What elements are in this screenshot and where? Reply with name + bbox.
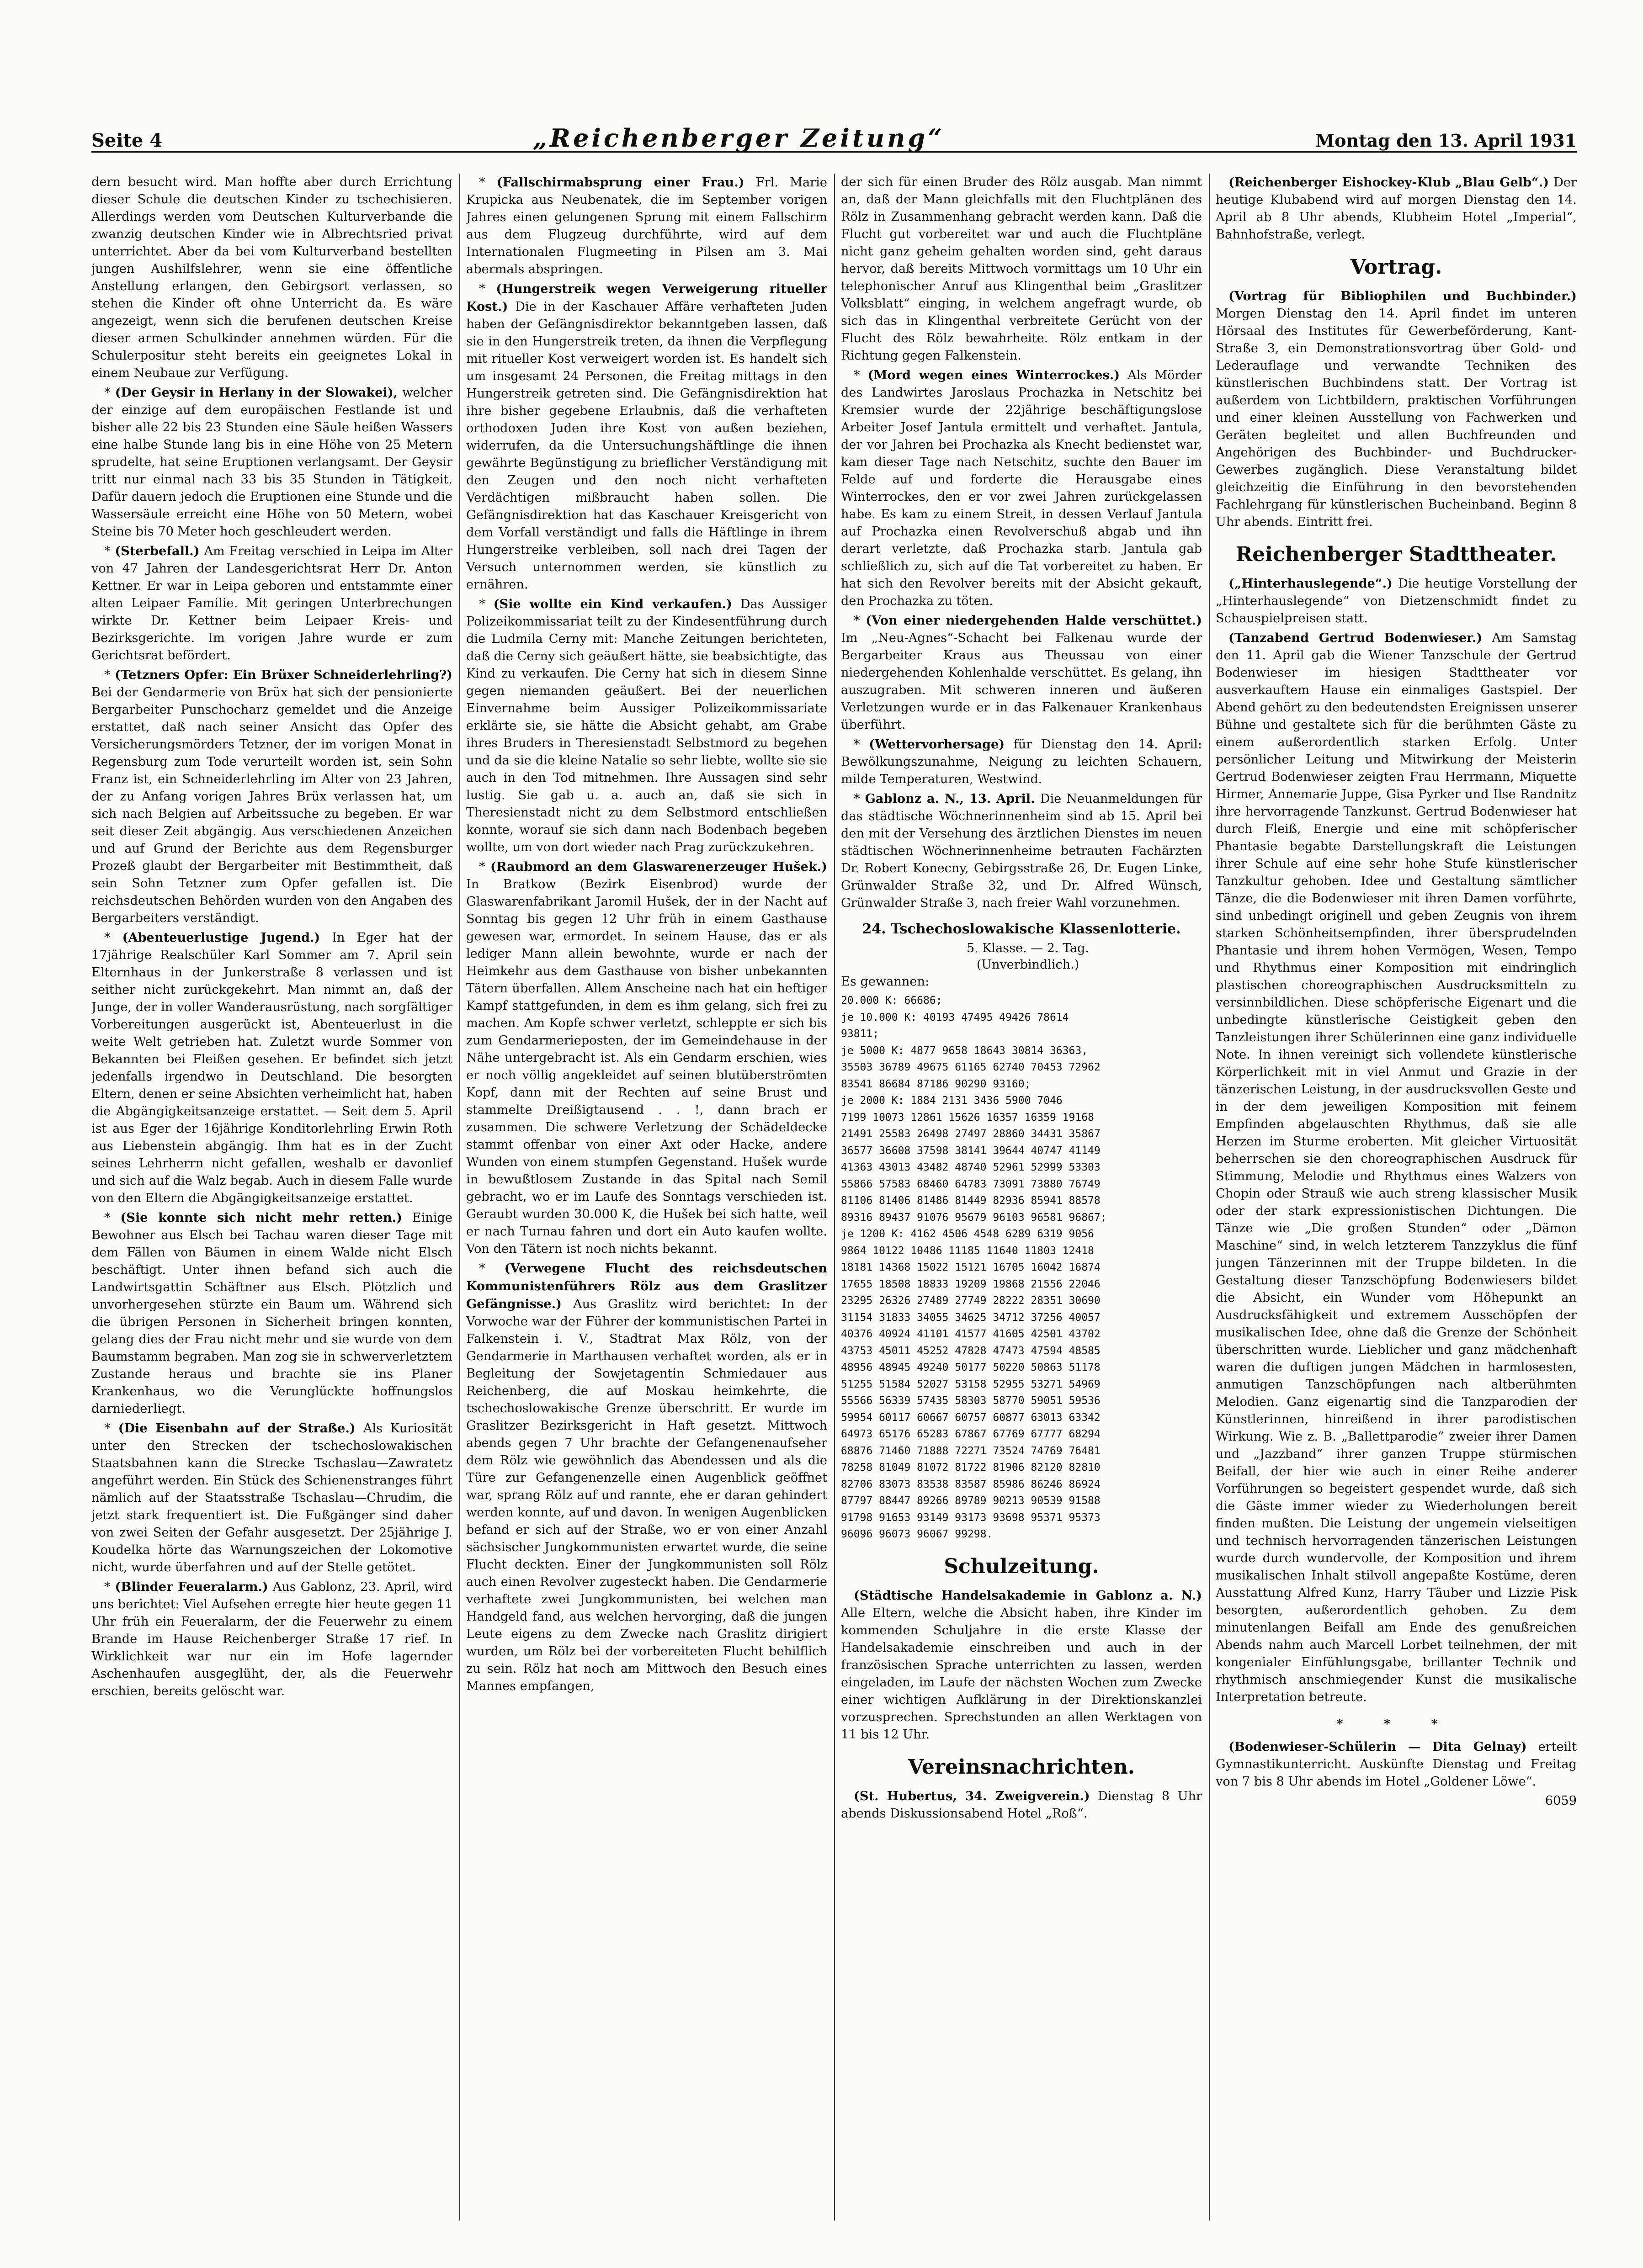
article-text: Der heutige Klubabend wird auf morgen Dienstag den 14. April ab 8 Uhr abends, Klubheim Hotel „Imperial“, Bahnhofstraße, verlegt.	[1216, 175, 1577, 242]
lottery-note: (Unverbindlich.)	[976, 958, 1079, 972]
article: * (Verwegene Flucht des reichsdeutschen Kommunistenführers Rölz aus dem Graslitzer Gefängnisse.) Aus Graslitz wird berichtet: In der Vorwoche war der Führer der kommunistischen Partei in Falkenstein i. V., Stadtrat Max Rölz, von der Gendarmerie in Marthausen verhaftet worden, als er in Begleitung der Sowjetagentin Schmiedauer aus Reichenberg, die auf Moskau heimkehrte, die tschechoslowakische Grenze überschritt. Er wurde im Graslitzer Bezirksgericht in Haft gesetzt. Mittwoch abends gegen 7 Uhr brachte der Gefangenenaufseher dem Rölz wie gewöhnlich das Abendessen und als die Türe zur Gefangenenzelle einen Augenblick geöffnet war, sprang Rölz auf und rannte, ehe er daran gehindert werden konnte, auf und davon. In wenigen Augenblicken befand er sich auf der Straße, wo er von einer Anzahl sächsischer Jungkommunisten erwartet wurde, die seine Flucht deckten. Einer der Jungkommunisten soll Rölz auch einen Revolver zugesteckt haben. Die Gendarmerie verhaftete zwei Jungkommunisten, bei welchen man Handgeld fand, aus welchen hervorging, daß die jungen Leute eigens zu dem Zwecke nach Graslitz dirigiert wurden, um Rölz bei der vorbereiteten Flucht behilflich zu sein. Rölz hat noch am Mittwoch den Besuch eines Mannes empfangen,	[466, 1261, 827, 1693]
article-headline: (Fallschirmabsprung einer Frau.)	[496, 175, 744, 190]
article-headline: (Die Eisenbahn auf der Straße.)	[118, 1421, 356, 1436]
article-headline: (Sie wollte ein Kind verkaufen.)	[493, 597, 732, 611]
newspaper-title: „Reichenberger Zeitung“	[533, 123, 945, 153]
article-headline: (Sterbefall.)	[115, 544, 200, 558]
article-text: Am Freitag verschied in Leipa im Alter von 47 Jahren der Landesgerichtsrat Herr Dr. Anton Kettner. Er war in Leipa geboren und entstammte einer alten Leipaer Familie. Mit geringen Unterbrechungen wirkte Dr. Kettner beim Leipaer Kreis- und Bezirksgerichte. Im vorigen Jahre wurde er zum Gerichtsrat befördert.	[91, 544, 452, 662]
article-headline: (Bodenwieser-Schülerin — Dita Gelnay)	[1228, 1739, 1527, 1754]
article: * (Der Geysir in Herlany in der Slowakei), welcher der einzige auf dem europäischen Festlande ist und bisher alle 22 bis 23 Stunden eine Säule heißen Wassers eine halbe Stunde lang bis in eine Höhe von 25 Metern sprudelte, hat seine Eruptionen verlangsamt. Der Geysir tritt nur einmal nach 33 bis 35 Stunden in Tätigkeit. Dafür dauern jedoch die Eruptionen eine Stunde und die Wassersäule erreicht eine Höhe von 50 Metern, wobei Steine bis 70 Meter hoch geschleudert werden.	[91, 385, 452, 539]
page-header	[91, 123, 1577, 153]
article-headline: (Abenteuerlustige Jugend.)	[122, 930, 320, 945]
article: * (Blinder Feueralarm.) Aus Gablonz, 23. April, wird uns berichtet: Viel Aufsehen erregte hier heute gegen 11 Uhr früh ein Feueralarm, der die Feuerwehr zu einem Brande im Hause Reichenberger Straße 17 rief. In Wirklichkeit war nur ein im Hofe lagernder Aschenhaufen ausgeglüht, der, als die Feuerwehr erschien, bereits gelöscht war.	[91, 1579, 452, 1698]
article: * (Hungerstreik wegen Verweigerung ritueller Kost.) Die in der Kaschauer Affäre verhafteten Juden haben der Gefängnisdirektor bekanntgeben lassen, daß sie in den Hungerstreik treten, da ihnen die Verpflegung mit ritueller Kost verweigert worden ist. Es handelt sich um insgesamt 24 Personen, die Freitag mittags in den Hungerstreik getreten sind. Die Gefängnisdirektion hat ihre bisher gegebene Erlaubnis, daß die verhafteten orthodoxen Juden ihre Kost von außen beziehen, widerrufen, da die Untersuchungshäftlinge die ihnen gewährte Begünstigung zu brieflicher Verständigung mit den Zeugen und den noch nicht verhafteten Verdächtigen mißbraucht haben sollen. Die Gefängnisdirektion hat das Kaschauer Kreisgericht von dem Vorfall verständigt und falls die Häftlinge in ihrem Hungerstreike verbleiben, soll nach drei Tagen der Versuch unternommen werden, sie künstlich zu ernähren.	[466, 281, 827, 592]
ad-number: 6059	[1545, 1794, 1577, 1808]
column-1	[91, 174, 452, 2230]
article: * (Von einer niedergehenden Halde verschüttet.) Im „Neu-Agnes“-Schacht bei Falkenau wurde der Bergarbeiter Kraus aus Theussau von einer niedergehenden Kohlenhalde verschüttet. Es gelang, ihn auszugraben. Mit schweren inneren und äußeren Verletzungen wurde er in das Falkenauer Krankenhaus überführt.	[841, 613, 1202, 732]
article-text: Am Samstag den 11. April gab die Wiener Tanzschule der Gertrud Bodenwieser im hiesigen Stadttheater vor ausverkauftem Hause ein einmaliges Gastspiel. Der Abend gehört zu den bedeutendsten Ereignissen unserer Bühne und gestaltete sich für die berühmten Gäste zu einem außerordentlich starken Erfolg. Unter persönlicher Leitung und Mitwirkung der Meisterin Gertrud Bodenwieser zeigten Frau Herrmann, Miquette Hirmer, Annemarie Juppe, Gisa Pyrker und Ilse Randnitz ihre hervorragende Tanzkunst. Gertrud Bodenwieser hat durch Fleiß, Energie und eine mit schöpferischer Phantasie begabte Darstellungskraft die Leistungen ihrer Schule auf eine sehr hohe Stufe künstlerischer Tanzkultur gehoben. Idee und Gestaltung sämtlicher Tänze, die die Bodenwieser mit ihren Damen vorführte, sind unbedingt originell und geben Zeugnis von ihrem starken Schönheitsempfinden, ihrer übersprudelnden Phantasie und ihrem hohen Vermögen, Wesen, Tempo und Rhythmus einer Komposition mit eindringlich plastischen choreographischen Ausdrucksmitteln zu versinnbildlichen. Diese schöpferische Eigenart und die unbedingte künstlerische Geistigkeit geben den Tanzleistungen ihrer Schülerinnen eine ganz individuelle Note. In ihnen vereinigt sich vollendete künstlerische Körperlichkeit mit in viel Anmut und Grazie in der tänzerischen Leistung, in der ausdrucksvollen Geste und in der dem jeweiligen Komposition mit feinem Empfinden abgelauschten Rhythmus, daß sie alle Herzen im Sturme eroberten. Mit gleicher Virtuosität beherrschen sie den choreographischen Ausdruck für Stimmung, Melodie und Rhythmus eines Walzers von Chopin oder Strauß wie auch streng klassischer Musik oder der stark expressionistischen Dichtungen. Die Tänze wie „Die großen Stunden“ oder „Dämon Maschine“ sind, in welch letzterem Tanzzyklus die fünf jungen Tänzerinnen mit der Truppe bildeten. In die Gestaltung dieser Tanzschöpfung Bodenwiesers bildet die Absicht, ein Wunder vom Höhepunkt an Ausdrucksfähigkeit und extremem Ausschöpfen der musikalischen Idee, ohne daß die Grenze der Schönheit überschritten wurde. Lieblicher und ganz mädchenhaft waren die duftigen jungen Mädchen in harmlosesten, anmutigen Tanzschöpfungen nach altberühmten Melodien. Ganz eigenartig sind die Tanzparodien der Künstlerinnen, hinreißend in ihrer parodistischen Wirkung. Wie z. B. „Ballettparodie“ zweier ihrer Damen und „Jazzband“ ihrer ganzen Truppe stürmischen Beifall, der hier wie auch in einer Reihe anderer Vorführungen so begeistert gespendet wurde, daß sich die Gäste immer wieder zu Wiederholungen bereit finden mußten. Die Leistung der ungemein vielseitigen und technisch hervorragenden tänzerischen Leistungen wurde durch wundervolle, der Komposition und ihrem musikalischen Inhalt stilvoll angepaßte Kostüme, deren Ausstattung Alfred Kunz, Harry Täuber und Lizzie Pisk besorgten, außerordentlich gehoben. Zu dem minutenlangen Beifall am Ende des genußreichen Abends nahm auch Marcell Lorbet teilnehmen, der mit kongenialer Einfühlungsgabe, brillanter Technik und rhythmisch anschmiegender Kunst die musikalische Interpretation betreute.	[1216, 631, 1577, 1704]
article-headline: (Verwegene Flucht des reichsdeutschen Kommunistenführers Rölz aus dem Graslitzer Gefängnisse.)	[466, 1261, 827, 1311]
article-text: Die heutige Vorstellung der „Hinterhauslegende“ von Dietzenschmidt findet zu Schauspielpreisen statt.	[1216, 577, 1577, 625]
column-3	[841, 174, 1202, 2230]
column-2	[466, 174, 827, 2230]
article: * (Sie konnte sich nicht mehr retten.) Einige Bewohner aus Elsch bei Tachau waren dieser Tage mit dem Fällen von Bäumen in einem Walde nicht Elsch beschäftigt. Unter ihnen befand sich auch die Landwirtsgattin Schäftner aus Elsch. Plötzlich und unvorhergesehen stürzte ein Baum um. Während sich die übrigen Personen in Sicherheit bringen konnten, gelang dies der Frau nicht mehr und sie wurde von dem Baumstamm begraben. Man zog sie in schwerverletztem Zustande heraus und brachte sie ins Planer Krankenhaus, wo die Verunglückte hoffnungslos darniederliegt.	[91, 1210, 452, 1416]
article: * (Fallschirmabsprung einer Frau.) Frl. Marie Krupicka aus Neubenatek, die im September vorigen Jahres einen gelungenen Sprung mit einem Fallschirm aus dem Flugzeug durchführte, wird auf dem Internationalen Flugmeeting in Pilsen am 3. Mai abermals abspringen.	[466, 175, 827, 276]
article-text: In Bratkow (Bezirk Eisenbrod) wurde der Glaswarenfabrikant Jaromil Hušek, der in der Nacht auf Sonntag bis gegen 12 Uhr früh in einem Gasthause gewesen war, ermordet. In seinem Hause, das er als lediger Mann allein bewohnte, wurde er nach der Heimkehr aus dem Gasthause von bisher unbekannten Tätern überfallen. Allem Anscheine nach hat ein heftiger Kampf stattgefunden, in dem es ihm gelang, sich frei zu machen. Am Kopfe schwer verletzt, schleppte er sich bis zum Gendarmerieposten, der im Gemeindehause in der Nähe untergebracht ist. Als ein Gendarm erschien, wies er noch völlig angekleidet auf seinen blutüberströmten Kopf, dann mit der Rechten auf seine Brust und stammelte Dreißigtausend . . !, dann brach er zusammen. Die schwere Verletzung der Schädeldecke stammt offenbar von einer Axt oder Hacke, andere Wunden von einem stumpfen Gegenstand. Hušek wurde in bewußtlosem Zustande in das Spital nach Semil gebracht, wo er im Laufe des Sonntags verschieden ist. Geraubt wurden 30.000 K, die Hušek bei sich hatte, weil er nach Turnau fahren und dort ein Auto kaufen wollte. Von den Tätern ist noch nichts bekannt.	[466, 877, 827, 1256]
lottery-intro: Es gewannen:	[841, 975, 930, 989]
section-heading: Reichenberger Stadttheater.	[1235, 543, 1557, 566]
lottery-heading: 24. Tschechoslowakische Klassenlotterie.	[862, 921, 1181, 937]
newspaper-page	[91, 123, 1577, 2234]
article-headline: (Städtische Handelsakademie in Gablonz a. N.)	[854, 1588, 1202, 1603]
article-text: Als Mörder des Landwirtes Jaroslaus Prochazka in Netschitz bei Kremsier wurde der 22jährige beschäftigungslose Arbeiter Josef Jantula ermittelt und verhaftet. Jantula, der vor Jahren bei Prochazka als Knecht bedienstet war, kam dieser Tage nach Netschitz, suchte den Bauer im Felde auf und forderte die Herausgabe eines Winterrockes, den er vor zwei Jahren zurückgelassen habe. Es kam zu einem Streit, in dessen Verlauf Jantula auf Prochazka einen Revolverschuß abgab und ihn derart verletzte, daß Prochazka starb. Jantula gab schließlich zu, sich auf die Tat vorbereitet zu haben. Er hat sich den Revolver bereits mit der Absicht gekauft, den Prochazka zu töten.	[841, 368, 1202, 608]
article-headline: („Hinterhauslegende“.)	[1228, 576, 1393, 591]
article-headline: (Sie konnte sich nicht mehr retten.)	[120, 1210, 402, 1225]
article-text: dern besucht wird. Man hoffte aber durch Errichtung dieser Schule die deutschen Kinder zu tschechisieren. Allerdings werden vom Deutschen Kulturverbande die zwanzig deutschen Kinder wie in Albrechtsried privat unterrichtet. Aber da bei vom Kulturverband bestellten jungen Aushilfslehrer, wenn sie eine öffentliche Anstellung erlangen, den Gebirgsort verlassen, so stehen die Kinder oft ohne Unterricht da. Es wäre angezeigt, wenn sich die berufenen deutschen Kreise dieser armen Schulkinder annehmen würden. Für die Schulerpositur steht bereits ein geeignetes Lokal in einem Neubaue zur Verfügung.	[91, 175, 452, 380]
article-text: Morgen Dienstag den 14. April findet im unteren Hörsaal des Institutes für Gewerbeförderung, Kant-Straße 3, ein Demonstrationsvortrag über Gold- und Lederauflage und verwandte Techniken des künstlerischen Buchbindens statt. Der Vortrag ist außerdem von Lichtbildern, praktischen Vorführungen und einer kleinen Ausstellung von Fachwerken und Geräten begleitet und allen Buchfreunden und Angehörigen des Buchbinder- und Buchdrucker-Gewerbes zugänglich. Diese Veranstaltung bildet gleichzeitig die Einführung in den bevorstehenden Fachlehrgang für künstlerischen Bucheinband. Beginn 8 Uhr abends. Eintritt frei.	[1216, 307, 1577, 529]
columns	[91, 174, 1577, 2230]
article: * (Wettervorhersage) für Dienstag den 14. April: Bewölkungszunahme, Neigung zu leichten Schauern, milde Temperaturen, Westwind.	[841, 737, 1202, 786]
article-headline: (Reichenberger Eishockey-Klub „Blau Gelb“.)	[1228, 175, 1549, 190]
article	[841, 1787, 1202, 1823]
article-text: Alle Eltern, welche die Absicht haben, ihre Kinder im kommenden Schuljahre in die erste Klasse der Handelsakademie einschreiben und auch in der französischen Sprache unterrichten zu lassen, werden eingeladen, im Laufe der nächsten Wochen zum Zwecke einer wichtigen Aufklärung in der Direktionskanzlei vorzusprechen. Sprechstunden an allen Werktagen von 11 bis 12 Uhr.	[841, 1606, 1202, 1742]
article-text: Die in der Kaschauer Affäre verhafteten Juden haben der Gefängnisdirektor bekanntgeben lassen, daß sie in den Hungerstreik treten, da ihnen die Verpflegung mit ritueller Kost verweigert worden ist. Es handelt sich um insgesamt 24 Personen, die Freitag mittags in den Hungerstreik getreten sind. Die Gefängnisdirektion hat ihre bisher gegebene Erlaubnis, daß die verhafteten orthodoxen Juden ihre Kost von außen beziehen, widerrufen, da die Untersuchungshäftlinge die ihnen gewährte Begünstigung zu brieflicher Verständigung mit den Zeugen und den noch nicht verhafteten Verdächtigen mißbraucht haben sollen. Die Gefängnisdirektion hat das Kaschauer Kreisgericht von dem Vorfall verständigt und falls die Häftlinge in ihrem Hungerstreike verbleiben, soll nach drei Tagen der Versuch unternommen werden, sie künstlich zu ernähren.	[466, 300, 827, 592]
lottery-subheading: 5. Klasse. — 2. Tag.	[967, 941, 1089, 955]
article-headline: (Wettervorhersage)	[869, 737, 1005, 752]
article	[1216, 629, 1577, 1706]
lottery-results-table: 20.000 K: 66686; je 10.000 K: 40193 47495 49426 78614 93811; je 5000 K: 4877 9658 18643 30814 36363, 35503 36789 49675 61165 62740 70453 72962 83541 86684 87186 90290 93160; je 2000 K: 1884 2131 3436 5900 7046 7199 10073 12861 15626 16357 16359 19168 21491 25583 26498 27497 28860 34431 35867 36577 36608 37598 38141 39644 40747 41149 41363 43013 43482 48740 52961 52999 53303 55866 57583 68460 64783 73091 73880 76749 81106 81406 81486 81449 82936 85941 88578 89316 89437 91076 95679 96103 96581 96867; je 1200 K: 4162 4506 4548 6289 6319 9056 9864 10122 10486 11185 11640 11803 12418 18181 14368 15022 15121 16705 16042 16874 17655 18508 18833 19209 19868 21556 22046 23295 26326 27489 27749 28222 28351 30690 31154 31833 34055 34625 34712 37256 40057 40376 40924 41101 41577 41605 42501 43702 43753 45011 45252 47828 47473 47594 48585 48956 48945 49240 50177 50220 50863 51178 51255 51584 52027 53158 52955 53271 54969 55566 56339 57435 58303 58770 59051 59536 59954 60117 60667 60757 60877 63013 63342 64973 65176 65283 67867 67769 67777 68294 68876 71460 71888 72271 73524 74769 76481 78258 81049 81072 81722 81906 82120 82810 82706 83073 83538 83587 85986 86246 86924 87797 88447 89266 89789 90213 90539 91588 91798 91653 93149 93173 93698 95371 95373 96096 96073 96067 99298.	[841, 995, 1107, 1540]
article: * (Sie wollte ein Kind verkaufen.) Das Aussiger Polizeikommissariat teilt zu der Kindesentführung durch die Ludmila Cerny mit: Manche Zeitungen berichteten, daß die Cerny sich geäußert hätte, sie beabsichtigte, das Kind zu verkaufen. Die Cerny hat sich in diesem Sinne gegen niemanden geäußert. Bei der neuerlichen Einvernahme beim Aussiger Polizeikommissariate erklärte sie, sie hätte die Absicht gehabt, am Grabe ihres Bruders in Theresienstadt Selbstmord zu begehen und da sie die kleine Natalie so sehr liebte, wollte sie sie auch in den Tod mitnehmen. Ihre Aussagen sind sehr lustig. Sie gab u. a. auch an, daß sie sich in Theresienstadt nicht zu dem Selbstmord entschließen konnte, worauf sie sich dann nach Bodenbach begeben wollte, um von dort wieder nach Prag zurückzukehren.	[466, 597, 827, 854]
article: * (Abenteuerlustige Jugend.) In Eger hat der 17jährige Realschüler Karl Sommer am 7. April sein Elternhaus in der Junkerstraße 8 verlassen und ist seither nicht zurückgekehrt. Man nimmt an, daß der Junge, der in voller Wanderausrüstung, nach sorgfältiger Vorbereitungen ausgerückt ist, Abenteuerlust in die weite Welt getrieben hat. Zuletzt wurde Sommer von Bekannten bei Fleißen gesehen. Er befindet sich jetzt jedenfalls irgendwo in Deutschland. Die besorgten Eltern, denen er seine Absichten verheimlicht hat, haben die Abgängigkeitsanzeige erstattet. — Seit dem 5. April ist aus Eger der 16jährige Konditorlehrling Erwin Roth aus Liebenstein abgängig. Ihm hat es in der Zucht seines Lehrherrn nicht gefallen, weshalb er davonlief und sich auf die Walz begab. Auch in diesem Falle wurde von den Eltern die Abgängigkeitsanzeige erstattet.	[91, 930, 452, 1205]
article-text: Das Aussiger Polizeikommissariat teilt zu der Kindesentführung durch die Ludmila Cerny mit: Manche Zeitungen berichteten, daß die Cerny sich geäußert hätte, sie beabsichtigte, das Kind zu verkaufen. Die Cerny hat sich in diesem Sinne gegen niemanden geäußert. Bei der neuerlichen Einvernahme beim Aussiger Polizeikommissariate erklärte sie, sie hätte die Absicht gehabt, am Grabe ihres Bruders in Theresienstadt Selbstmord zu begehen und da sie die kleine Natalie so sehr liebte, wollte sie sie auch in den Tod mitnehmen. Ihre Aussagen sind sehr lustig. Sie gab u. a. auch an, daß sie sich in Theresienstadt nicht zu dem Selbstmord entschließen konnte, worauf sie sich dann nach Bodenbach begeben wollte, um von dort wieder nach Prag zurückzukehren.	[466, 597, 827, 854]
page-number: Seite 4	[91, 130, 163, 151]
section-heading: Schulzeitung.	[944, 1554, 1099, 1578]
section-heading: Vereinsnachrichten.	[908, 1755, 1135, 1779]
article-headline: (Tetzners Opfer: Ein Brüxer Schneiderlehrling?)	[115, 668, 452, 682]
article-text: Im „Neu-Agnes“-Schacht bei Falkenau wurde der Bergarbeiter Kraus aus Theussau von einer niedergehenden Kohlenhalde verschüttet. Es gelang, ihn auszugraben. Mit schweren inneren und äußeren Verletzungen wurde er in das Falkenauer Krankenhaus überführt.	[841, 631, 1202, 732]
article-text: Einige Bewohner aus Elsch bei Tachau waren dieser Tage mit dem Fällen von Bäumen in einem Walde nicht Elsch beschäftigt. Unter ihnen befand sich auch die Landwirtsgattin Schäftner aus Elsch. Plötzlich und unvorhergesehen stürzte ein Baum um. Während sich die übrigen Personen in Sicherheit bringen konnten, gelang dies der Frau nicht mehr und sie wurde von dem Baumstamm begraben. Man zog sie in schwerverletztem Zustande heraus und brachte sie ins Planer Krankenhaus, wo die Verunglückte hoffnungslos darniederliegt.	[91, 1211, 452, 1416]
article-headline: Gablonz a. N., 13. April.	[865, 791, 1035, 806]
article	[1216, 575, 1577, 627]
article-headline: (Vortrag für Bibliophilen und Buchbinder.)	[1228, 289, 1577, 303]
article: * (Raubmord an dem Glaswarenerzeuger Hušek.) In Bratkow (Bezirk Eisenbrod) wurde der Glaswarenfabrikant Jaromil Hušek, der in der Nacht auf Sonntag bis gegen 12 Uhr früh in einem Gasthause gewesen war, ermordet. In seinem Hause, das er als lediger Mann allein bewohnte, wurde er nach der Heimkehr aus dem Gasthause von bisher unbekannten Tätern überfallen. Allem Anscheine nach hat ein heftiger Kampf stattgefunden, in dem es ihm gelang, sich frei zu machen. Am Kopfe schwer verletzt, schleppte er sich bis zum Gendarmerieposten, der im Gemeindehause in der Nähe untergebracht ist. Als ein Gendarm erschien, wies er noch völlig angekleidet auf seinen blutüberströmten Kopf, dann mit der Rechten auf seine Brust und stammelte Dreißigtausend . . !, dann brach er zusammen. Die schwere Verletzung der Schädeldecke stammt offenbar von einer Axt oder Hacke, andere Wunden von einem stumpfen Gegenstand. Hušek wurde in bewußtlosem Zustande in das Spital nach Semil gebracht, wo er im Laufe des Sonntags verschieden ist. Geraubt wurden 30.000 K, die Hušek bei sich hatte, weil er nach Turnau fahren und dort ein Auto kaufen wollte. Von den Tätern ist noch nichts bekannt.	[466, 859, 827, 1256]
article	[841, 1587, 1202, 1743]
article-text: Dienstag 8 Uhr abends Diskussionsabend Hotel „Roß“.	[841, 1789, 1202, 1821]
article-text: Bei der Gendarmerie von Brüx hat sich der pensionierte Bergarbeiter Punschocharz gemeldet und die Anzeige erstattet, daß nach seiner Ansicht das Opfer des Versicherungsmörders Tetzner, der im vorigen Monat in Regensburg zum Tode verurteilt worden ist, sein Sohn Franz ist, ein Schneiderlehrling im Alter von 23 Jahren, der zu Anfang vorigen Jahres Brüx verlassen hat, um sich nach Belgien auf Arbeitssuche zu begeben. Er war seit dieser Zeit abgängig. Aus verschiedenen Anzeichen und auf Grund der Berichte aus dem Regensburger Prozeß glaubt der Bergarbeiter mit Bestimmtheit, daß sein Sohn Tetzner zum Opfer gefallen ist. Die reichsdeutschen Behörden wurden von den Angaben des Bergarbeiters verständigt.	[91, 685, 452, 925]
article: * (Tetzners Opfer: Ein Brüxer Schneiderlehrling?) Bei der Gendarmerie von Brüx hat sich der pensionierte Bergarbeiter Punschocharz gemeldet und die Anzeige erstattet, daß nach seiner Ansicht das Opfer des Versicherungsmörders Tetzner, der im vorigen Monat in Regensburg zum Tode verurteilt worden ist, sein Sohn Franz ist, ein Schneiderlehrling im Alter von 23 Jahren, der zu Anfang vorigen Jahres Brüx verlassen hat, um sich nach Belgien auf Arbeitssuche zu begeben. Er war seit dieser Zeit abgängig. Aus verschiedenen Anzeichen und auf Grund der Berichte aus dem Regensburger Prozeß glaubt der Bergarbeiter mit Bestimmtheit, daß sein Sohn Tetzner zum Opfer gefallen ist. Die reichsdeutschen Behörden wurden von den Angaben des Bergarbeiters verständigt.	[91, 668, 452, 925]
section-heading: Vortrag.	[1350, 255, 1442, 279]
issue-date: Montag den 13. April 1931	[1315, 130, 1577, 151]
article	[1216, 287, 1577, 531]
article-text: Als Kuriosität unter den Strecken der tschechoslowakischen Staatsbahnen kann die Strecke Tschaslau—Zawratetz angeführt werden. Ein Stück des Schienenstranges führt nämlich auf der Staatsstraße Tschaslau—Chrudim, die jetzt stark frequentiert ist. Die Fußgänger sind daher von zwei Seiten der Gefahr ausgesetzt. Der 25jährige J. Koudelka hörte das Warnungszeichen der Lokomotive nicht, wurde überfahren und auf der Stelle getötet.	[91, 1421, 452, 1574]
article-headline: (Hungerstreik wegen Verweigerung ritueller Kost.)	[466, 281, 827, 314]
article-text: Frl. Marie Krupicka aus Neubenatek, die im September vorigen Jahres einen gelungenen Sprung mit einem Fallschirm aus dem Flugzeug durchführte, wird auf dem Internationalen Flugmeeting in Pilsen am 3. Mai abermals abspringen.	[466, 175, 827, 276]
article-text: erteilt Gymnastikunterricht. Auskünfte Dienstag und Freitag von 7 bis 8 Uhr abends im Hotel „Goldener Löwe“.	[1216, 1740, 1577, 1789]
article-headline: (Blinder Feueralarm.)	[115, 1579, 268, 1594]
section-divider: * * *	[1336, 1717, 1456, 1731]
article-text: für Dienstag den 14. April: Bewölkungszunahme, Neigung zu leichten Schauern, milde Temperaturen, Westwind.	[841, 737, 1202, 786]
article-headline: (Raubmord an dem Glaswarenerzeuger Hušek.)	[490, 859, 827, 874]
article-headline: (Der Geysir in Herlany in der Slowakei),	[115, 385, 398, 400]
article-text: welcher der einzige auf dem europäischen Festlande ist und bisher alle 22 bis 23 Stunden eine Säule heißen Wassers eine halbe Stunde lang bis in eine Höhe von 25 Metern sprudelte, hat seine Eruptionen verlangsamt. Der Geysir tritt nur einmal nach 33 bis 35 Stunden in Tätigkeit. Dafür dauern jedoch die Eruptionen eine Stunde und die Wassersäule erreicht eine Höhe von 50 Metern, wobei Steine bis 70 Meter hoch geschleudert werden.	[91, 386, 452, 539]
article-headline: (St. Hubertus, 34. Zweigverein.)	[854, 1788, 1090, 1803]
article-text: Die Neuanmeldungen für das städtische Wöchnerinnenheim sind ab 15. April bei den mit der Versehung des ärztlichen Dienstes im neuen städtischen Wöchnerinnenheime betrauten Fachärzten Dr. Robert Konecny, Gebirgsstraße 26, Dr. Eugen Linke, Grünwalder Straße 32, und Dr. Alfred Wünsch, Grünwalder Straße 3, nach freier Wahl vorzunehmen.	[841, 792, 1202, 910]
article: * (Die Eisenbahn auf der Straße.) Als Kuriosität unter den Strecken der tschechoslowakischen Staatsbahnen kann die Strecke Tschaslau—Zawratetz angeführt werden. Ein Stück des Schienenstranges führt nämlich auf der Staatsstraße Tschaslau—Chrudim, die jetzt stark frequentiert ist. Die Fußgänger sind daher von zwei Seiten der Gefahr ausgesetzt. Der 25jährige J. Koudelka hörte das Warnungszeichen der Lokomotive nicht, wurde überfahren und auf der Stelle getötet.	[91, 1421, 452, 1574]
article-headline: (Mord wegen eines Winterrockes.)	[867, 368, 1120, 382]
article-text: Aus Graslitz wird berichtet: In der Vorwoche war der Führer der kommunistischen Partei in Falkenstein i. V., Stadtrat Max Rölz, von der Gendarmerie in Marthausen verhaftet worden, als er in Begleitung der Sowjetagentin Schmiedauer aus Reichenberg, die auf Moskau heimkehrte, die tschechoslowakische Grenze überschritt. Er wurde im Graslitzer Bezirksgericht in Haft gesetzt. Mittwoch abends gegen 7 Uhr brachte der Gefangenenaufseher dem Rölz wie gewöhnlich das Abendessen und als die Türe zur Gefangenenzelle einen Augenblick geöffnet war, sprang Rölz auf und rannte, ehe er daran gehindert werden konnte, auf und davon. In wenigen Augenblicken befand er sich auf der Straße, wo er von einer Anzahl sächsischer Jungkommunisten erwartet wurde, die seine Flucht deckten. Einer der Jungkommunisten soll Rölz auch einen Revolver zugesteckt haben. Die Gendarmerie verhaftete zwei Jungkommunisten, bei welchen man Handgeld fand, aus welchen hervorging, daß die jungen Leute eigens zu dem Zwecke nach Graslitz dirigiert wurden, um Rölz bei der vorbereiteten Flucht behilflich zu sein. Rölz hat noch am Mittwoch den Besuch eines Mannes empfangen,	[466, 1297, 827, 1693]
article-headline: (Von einer niedergehenden Halde verschüttet.)	[866, 613, 1202, 628]
article-headline: (Tanzabend Gertrud Bodenwieser.)	[1228, 631, 1483, 645]
article: * (Sterbefall.) Am Freitag verschied in Leipa im Alter von 47 Jahren der Landesgerichtsrat Herr Dr. Anton Kettner. Er war in Leipa geboren und entstammte einer alten Leipaer Familie. Mit geringen Unterbrechungen wirkte Dr. Kettner beim Leipaer Kreis- und Bezirksgerichte. Im vorigen Jahre wurde er zum Gerichtsrat befördert.	[91, 544, 452, 662]
column-4	[1216, 174, 1577, 2230]
article: * (Mord wegen eines Winterrockes.) Als Mörder des Landwirtes Jaroslaus Prochazka in Netschitz bei Kremsier wurde der 22jährige beschäftigungslose Arbeiter Josef Jantula ermittelt und verhaftet. Jantula, der vor Jahren bei Prochazka als Knecht bedienstet war, kam dieser Tage nach Netschitz, suchte den Bauer im Felde auf und forderte die Herausgabe eines Winterrockes, den er vor zwei Jahren zurückgelassen habe. Es kam zu einem Streit, in dessen Verlauf Jantula auf Prochazka einen Revolverschuß abgab und ihn derart verletzte, daß Prochazka starb. Jantula gab schließlich zu, sich auf die Tat vorbereitet zu haben. Er hat sich den Revolver bereits mit der Absicht gekauft, den Prochazka zu töten.	[841, 368, 1202, 608]
article-text: der sich für einen Bruder des Rölz ausgab. Man nimmt an, daß der Mann gleichfalls mit den Fluchtplänen des Rölz in Zusammenhang gebracht werden kann. Daß die Flucht gut vorbereitet war und auch die Fluchtpläne nicht ganz geheim gehalten worden sind, geht daraus hervor, daß bereits Mittwoch vormittags um 10 Uhr ein telephonischer Anruf aus Klingenthal beim „Graslitzer Volksblatt“ einging, in welchem angefragt wurde, ob sich das in Klingenthal verbreitete Gerücht von der Flucht des Rölz bewahrheite. Rölz entkam in der Richtung gegen Falkenstein.	[841, 175, 1202, 363]
article-text: In Eger hat der 17jährige Realschüler Karl Sommer am 7. April sein Elternhaus in der Junkerstraße 8 verlassen und ist seither nicht zurückgekehrt. Man nimmt an, daß der Junge, der in voller Wanderausrüstung, nach sorgfältiger Vorbereitungen ausgerückt ist, Abenteuerlust in die weite Welt getrieben hat. Zuletzt wurde Sommer von Bekannten bei Fleißen gesehen. Er befindet sich jetzt jedenfalls irgendwo in Deutschland. Die besorgten Eltern, denen er seine Absichten verheimlicht hat, haben die Abgängigkeitsanzeige erstattet. — Seit dem 5. April ist aus Eger der 16jährige Konditorlehrling Erwin Roth aus Liebenstein abgängig. Ihm hat es in der Zucht seines Lehrherrn nicht gefallen, weshalb er davonlief und sich auf die Walz begab. Auch in diesem Falle wurde von den Eltern die Abgängigkeitsanzeige erstattet.	[91, 931, 452, 1205]
article	[1216, 174, 1577, 244]
article	[1216, 1738, 1577, 1791]
article-text: Aus Gablonz, 23. April, wird uns berichtet: Viel Aufsehen erregte hier heute gegen 11 Uhr früh ein Feueralarm, der die Feuerwehr zu einem Brande im Hause Reichenberger Straße 17 rief. In Wirklichkeit war nur ein im Hofe lagernder Aschenhaufen ausgeglüht, der, als die Feuerwehr erschien, bereits gelöscht war.	[91, 1580, 452, 1698]
article: * Gablonz a. N., 13. April. Die Neuanmeldungen für das städtische Wöchnerinnenheim sind ab 15. April bei den mit der Versehung des ärztlichen Dienstes im neuen städtischen Wöchnerinnenheime betrauten Fachärzten Dr. Robert Konecny, Gebirgsstraße 26, Dr. Eugen Linke, Grünwalder Straße 32, und Dr. Alfred Wünsch, Grünwalder Straße 3, nach freier Wahl vorzunehmen.	[841, 791, 1202, 910]
